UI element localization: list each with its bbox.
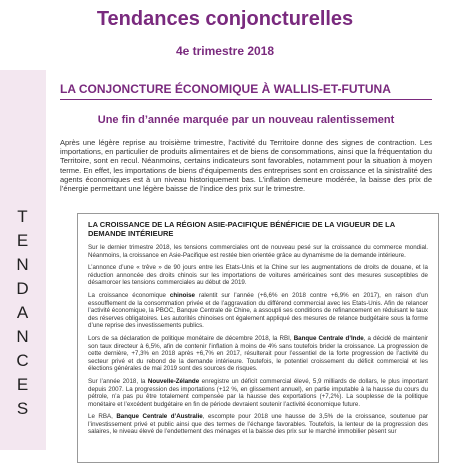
box-paragraph-6 [88,413,428,436]
report-title: Tendances conjoncturelles [96,8,354,30]
sidebar-letter: C [16,351,30,370]
asia-pacific-box [77,213,439,463]
intro-paragraph: Après une légère reprise au troisième trimestre, l’activité du Territoire donne des signes de contraction. Les importations, en particulier de produits alimentaires et de biens de consommations, ainsi que la fréquentation du Territoire, sont en recul. Néanmoins, certains indicateurs sont favorables, notamment pour la situation à moyen terme. En effet, les importations de biens d’équipements des entreprises sont en croissance et la sinistralité des agents économiques est à un niveau historiquement bas. L’inflation demeure modérée, la baisse des prix de l’énergie permettant une légère baisse de l’indice des prix sur le trimestre. [60,138,432,194]
box-paragraph-3 [88,292,428,330]
box-paragraph-2: L’annonce d’une « trêve » de 90 jours entre les Etats-Unis et la Chine sur les augmentations de droits de douane, et la réduction annoncée des droits chinois sur les importations de voitures américaines sont des mesures susceptibles de désamorcer les tensions commerciales au début de 2019. [88,264,428,287]
p5-text-bold: Nouvelle-Zélande [147,377,200,385]
sidebar-letter: N [16,327,30,346]
p6-text-post: , escompte pour 2018 une hausse de 3,5% de la croissance, soutenue par l’investissement privé et public ainsi que des termes de l’échange favorables. Toutefois, la lenteur de la progression des salaires, le niveau élevé de l’endettement des ménages et la baisse des prix sur le marché immobilier pèsent sur [88,413,428,436]
sidebar-letter: E [16,375,30,394]
sidebar-letter: T [17,207,29,226]
p3-text-bold: chinoise [169,291,195,299]
p5-text-pre: Sur l’année 2018, la [88,377,148,385]
box-paragraph-5 [88,378,428,408]
box-title: LA CROISSANCE DE LA RÉGION ASIE-PACIFIQUE BÉNÉFICIE DE LA VIGUEUR DE LA DEMANDE INTÉRIEURE [88,220,395,238]
p6-text-bold: Banque Centrale d’Australie [116,413,203,421]
sidebar-letter: D [16,279,30,298]
p3-text-pre: La croissance économique [88,291,170,299]
box-paragraph-1: Sur le dernier trimestre 2018, les tensions commerciales ont de nouveau pesé sur la croissance du commerce mondial. Néanmoins, la croissance en Asie-Pacifique est restée bien orientée grâce au dynamisme de la demande intérieure. [88,244,428,259]
p6-text-pre: Le RBA, [88,413,117,421]
section-subtitle: Une fin d’année marquée par un nouveau ralentissement [97,114,395,126]
p3-text-post: ralentit sur l’année (+6,6% en 2018 contre +6,9% en 2017), en raison d’un essoufflement de la consommation privée et de l’aggravation du différend commercial avec les Etats-Unis. Afin de relancer l’activité économique, la PBOC, Banque Centrale de Chine, a assoupli ses conditions de refinancement en réduisant le taux des réserves obligatoires. Les autorités chinoises ont également appliqué des mesures de relance budgétaire sous la forme d’une reprise des investissements publics. [88,291,429,330]
p4-text-post: , a décidé de maintenir son taux directeur à 6,5%, afin de contenir l’inflation à moins de 4% sans toutefois brider la croissance. La progression de cette dernière, +7,3% en 2018 après +6,7% en 2017, résulterait pour l’essentiel de la forte progression de l’activité du secteur privé et du rebond de la demande intérieure. Toutefois, le potentiel croissement du déficit commercial et les élections générales de mai 2019 sont des sources de risques. [88,334,428,373]
p4-text-bold: Banque Centrale d’Inde [293,334,364,342]
p5-text-post: enregistre un déficit commercial élevé, 5,9 milliards de dollars, le plus important depuis 2007. La progression des importations (+12 %, en glissement annuel), en partie imputable à la hausse du cours du pétrole, n’a pas pu être totalement compensée par la hausse des exportations (+7,2%). La souplesse de la politique monétaire et l’excédent budgétaire en fin de période devraient soutenir l’activité économique future. [88,377,428,408]
p4-text-pre: Lors de sa déclaration de politique monétaire de décembre 2018, la RBI, [88,334,294,342]
section-title: LA CONJONCTURE ÉCONOMIQUE À WALLIS-ET-FUTUNA [60,82,432,100]
report-period: 4e trimestre 2018 [175,44,275,58]
sidebar-letter: N [16,255,30,274]
sidebar-letter: A [16,303,30,322]
box-paragraph-4 [88,335,428,373]
sidebar-letter: S [16,399,30,418]
sidebar-vertical-word [0,205,46,421]
sidebar-letter: E [16,231,30,250]
